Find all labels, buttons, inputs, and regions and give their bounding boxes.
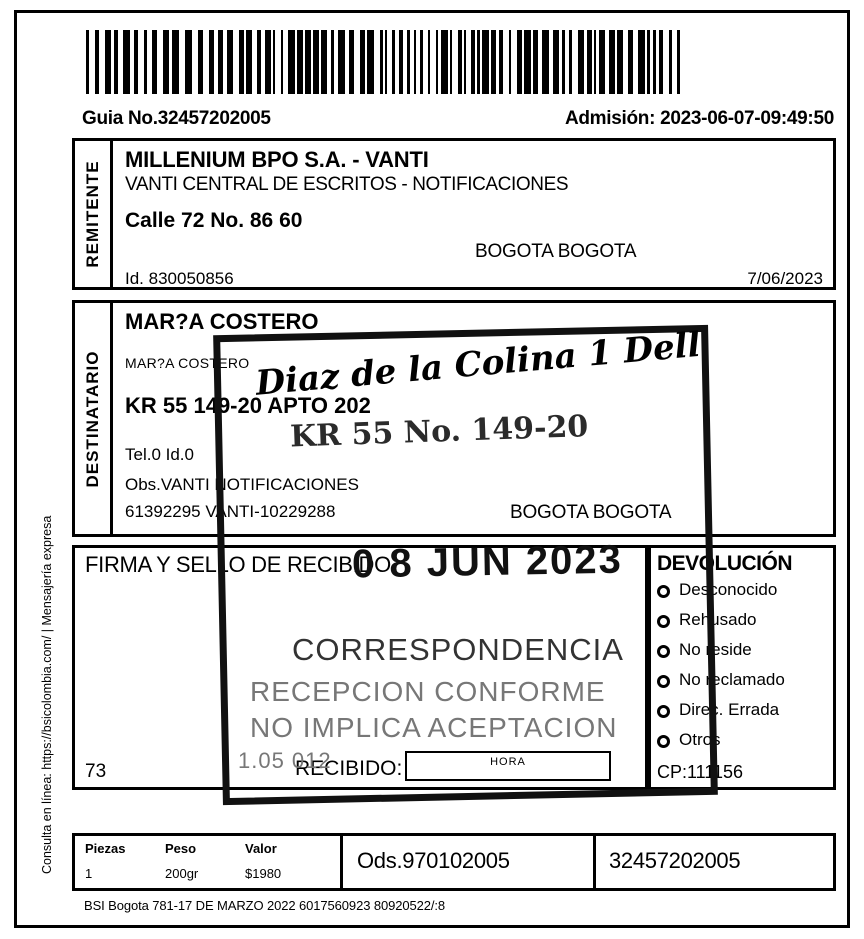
pieces-label: Piezas [85,841,126,856]
recipient-phone: Tel.0 Id.0 [125,445,194,464]
sender-date: 7/06/2023 [747,269,823,288]
postal-code: CP:111156 [657,762,744,782]
sender-name: MILLENIUM BPO S.A. - VANTI [125,147,429,172]
recipient-section-label [75,303,113,534]
stamp-line-3: NO IMPLICA ACEPTACION [250,712,618,743]
ods-number: Ods.970102005 [357,848,510,873]
signature-number: 73 [85,761,107,782]
return-option[interactable]: Rehusado [657,610,785,640]
date-stamp: 0 8 JUN 2023 [351,537,624,587]
hour-label: HORA [490,756,526,768]
side-note-text: Consulta en línea: https://bsicolombia.com/ | Mensajería expresa [40,515,54,874]
recipient-name: MAR?A COSTERO [125,309,319,334]
return-option[interactable]: No reside [657,640,785,670]
stamp-line-4: 1.05 012 [238,748,332,773]
return-options-list [657,580,785,760]
sender-section [72,138,836,290]
recipient-reference: 61392295 VANTI-10229288 [125,502,336,521]
sender-section-label [75,141,113,287]
admission-datetime: Admisión: 2023-06-07-09:49:50 [564,108,834,129]
return-option[interactable]: Otros [657,730,785,760]
stamp-correspondencia: CORRESPONDENCIA [292,632,624,667]
handwritten-address: KR 55 No. 149-20 [289,409,589,455]
recipient-observations: Obs.VANTI NOTIFICACIONES [125,475,359,494]
hour-box [405,751,611,781]
recipient-label-text: DESTINATARIO [82,350,102,487]
received-label: RECIBIDO: [295,757,403,780]
summary-divider [340,836,343,888]
recipient-address: KR 55 149-20 APTO 202 [125,393,371,418]
stamp-line-2: RECEPCION CONFORME [250,676,606,707]
guia-row [82,108,834,132]
summary-divider [593,836,596,888]
value-label: Valor [245,841,277,856]
return-title: DEVOLUCIÓN [657,552,793,575]
recipient-city: BOGOTA BOGOTA [510,502,672,523]
barcode [86,30,686,94]
side-note [34,300,60,880]
sender-subtitle: VANTI CENTRAL DE ESCRITOS - NOTIFICACIONES [125,174,569,195]
sender-city: BOGOTA BOGOTA [475,241,637,262]
signature-title: FIRMA Y SELLO DE RECIBIDO [85,552,391,577]
sender-label-text: REMITENTE [82,160,102,268]
return-option[interactable]: No reclamado [657,670,785,700]
value-value: $1980 [245,866,282,881]
summary-section [72,833,836,891]
footer-text: BSI Bogota 781-17 DE MARZO 2022 6017560923 80920522/:8 [84,898,446,913]
return-section [648,545,836,790]
recipient-name-secondary: MAR?A COSTERO [125,355,250,371]
weight-value: 200gr [165,866,199,881]
guia-number: Guia No.32457202005 [82,108,271,129]
sender-id: Id. 830050856 [125,269,234,288]
handwritten-signature: Diaz de la Colina 1 Dell [254,324,703,404]
sender-address: Calle 72 No. 86 60 [125,209,303,232]
pieces-value: 1 [85,866,93,881]
return-option[interactable]: Desconocido [657,580,785,610]
guia-number-bottom: 32457202005 [609,848,741,873]
weight-label: Peso [165,841,197,856]
return-option[interactable]: Direc. Errada [657,700,785,730]
